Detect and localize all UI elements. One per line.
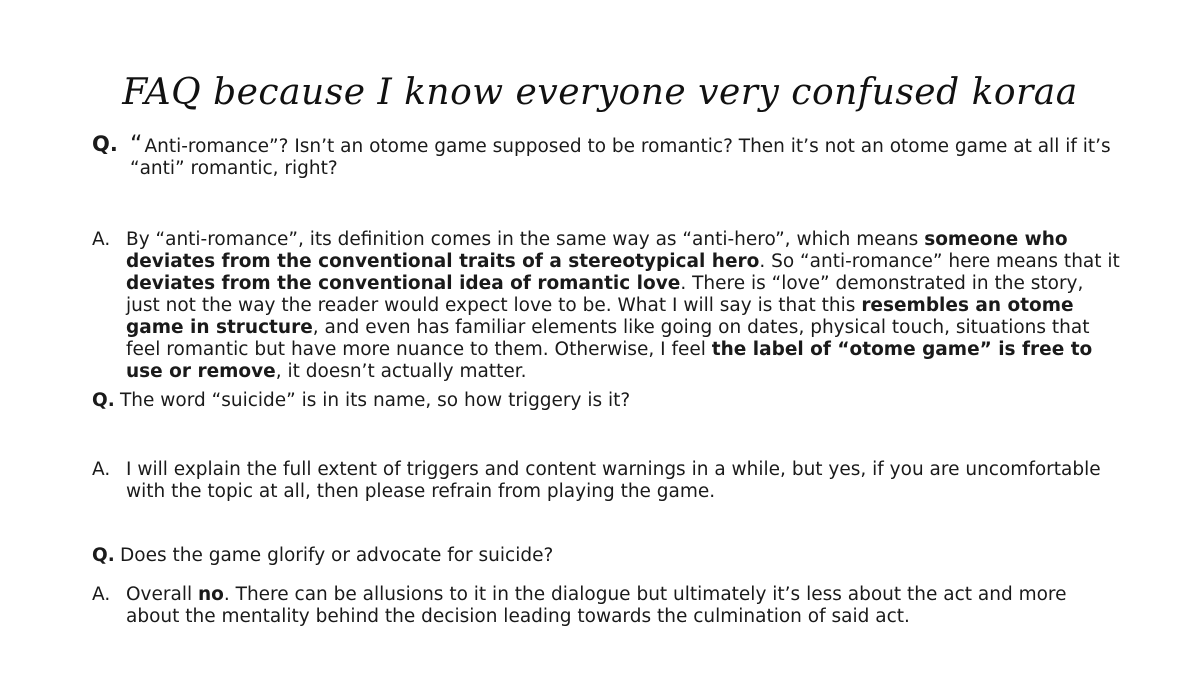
answer-3 — [92, 584, 1122, 628]
open-quote: “ — [130, 130, 143, 158]
question-1 — [92, 130, 1122, 180]
answer-marker: A. — [92, 229, 111, 250]
answer-3-text: Overall no. There can be allusions to it in the dialogue but ultimately it’s less about the act and more about the mentality behind the decision leading towards the culmination of said act. — [126, 584, 1067, 627]
emphasis-text: resembles an otome game in structure — [126, 295, 1074, 338]
answer-2-text: I will explain the full extent of triggers and content warnings in a while, but yes, if you are uncomfortable with the topic at all, then please refrain from playing the game. — [126, 459, 1101, 502]
question-marker: Q. — [92, 132, 118, 156]
answer-1 — [92, 229, 1122, 383]
answer-2 — [92, 459, 1122, 503]
question-marker: Q. — [92, 545, 115, 566]
answer-marker: A. — [92, 584, 111, 605]
answer-1-text: By “anti-romance”, its definition comes in the same way as “anti-hero”, which means someone who deviates from the conventional traits of a stereotypical hero. So “anti-romance” here means that it deviates from the conventional idea of romantic love. There is “love” demonstrated in the story, just not the way the reader would expect love to be. What I will say is that this resembles an otome game in structure, and even has familiar elements like going on dates, physical touch, situations that feel romantic but have more nuance to them. Otherwise, I feel the label of “otome game” is free to use or remove, it doesn’t actually matter. — [126, 229, 1120, 382]
question-3 — [92, 545, 1122, 567]
question-text — [130, 130, 1122, 180]
emphasis-text: someone who deviates from the conventional traits of a stereotypical hero — [126, 229, 1068, 272]
question-2-text: The word “suicide” is in its name, so how triggery is it? — [120, 390, 631, 411]
emphasis-text: deviates from the conventional idea of romantic love — [126, 273, 681, 294]
emphasis-text: the label of “otome game” is free to use or remove — [126, 339, 1093, 382]
page-title: FAQ because I know everyone very confused koraa — [122, 72, 1078, 113]
question-2 — [92, 390, 1122, 412]
answer-marker: A. — [92, 459, 111, 480]
question-marker: Q. — [92, 390, 115, 411]
question-1-text: Anti-romance”? Isn’t an otome game supposed to be romantic? Then it’s not an otome game at all if it’s “anti” romantic, right? — [130, 136, 1111, 179]
question-3-text: Does the game glorify or advocate for suicide? — [120, 545, 554, 566]
emphasis-text: no — [198, 584, 224, 605]
